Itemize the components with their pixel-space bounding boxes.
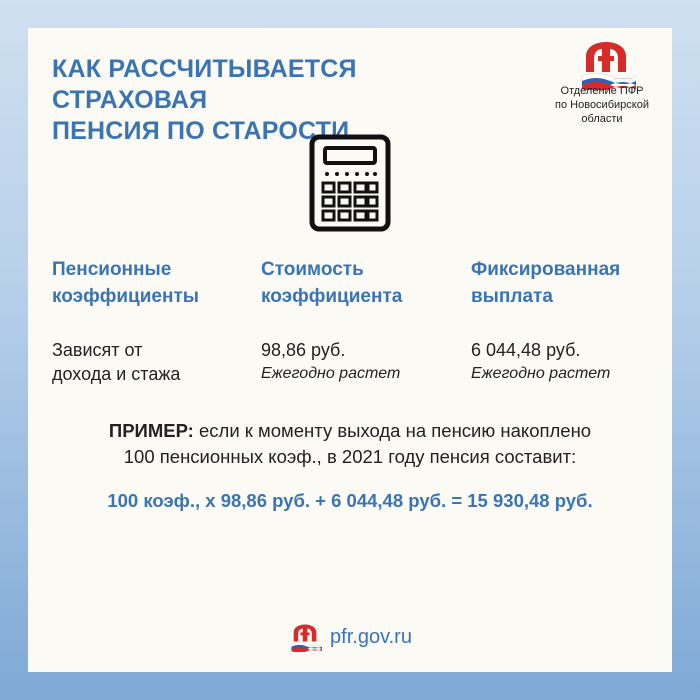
column-value bbox=[52, 338, 252, 386]
heading-line: коэффициенты bbox=[52, 286, 199, 307]
column-value bbox=[471, 338, 671, 386]
column-heading bbox=[52, 256, 252, 310]
heading-line: Стоимость bbox=[261, 259, 364, 280]
site-link[interactable]: pfr.gov.ru bbox=[330, 625, 412, 648]
value-line: 98,86 руб. bbox=[261, 340, 346, 360]
column-heading bbox=[261, 256, 461, 310]
calculator-icon bbox=[308, 134, 392, 232]
column-heading bbox=[471, 256, 671, 310]
department-line: Отделение ПФР bbox=[560, 85, 644, 97]
column-coefficient-cost bbox=[261, 256, 461, 382]
footer bbox=[28, 622, 672, 652]
column-value bbox=[261, 338, 461, 386]
title-line: ПЕНСИЯ ПО СТАРОСТИ bbox=[52, 117, 350, 145]
heading-line: Пенсионные bbox=[52, 259, 172, 280]
department-line: по Новосибирской bbox=[555, 99, 649, 111]
example-label: ПРИМЕР: bbox=[108, 420, 194, 441]
title-line: КАК РАССЧИТЫВАЕТСЯ СТРАХОВАЯ bbox=[52, 55, 357, 114]
column-fixed-payment bbox=[471, 256, 671, 382]
page-title bbox=[52, 54, 512, 147]
heading-line: коэффициента bbox=[261, 286, 403, 307]
example-formula: 100 коэф., х 98,86 руб. + 6 044,48 руб. = 15 930,48 руб. bbox=[107, 490, 593, 511]
pfr-logo-icon bbox=[288, 622, 322, 652]
column-coefficients bbox=[52, 256, 252, 384]
department-name bbox=[542, 84, 662, 126]
department-line: области bbox=[581, 113, 623, 125]
info-card bbox=[28, 28, 672, 672]
example-text bbox=[28, 418, 672, 470]
example-line-1-rest: если к моменту выхода на пенсию накоплено bbox=[193, 420, 592, 441]
value-line: 6 044,48 руб. bbox=[471, 340, 581, 360]
example-line-2: 100 пенсионных коэф., в 2021 году пенсия составит: bbox=[123, 446, 577, 467]
pfr-logo-icon bbox=[576, 38, 636, 90]
heading-line: Фиксированная bbox=[471, 259, 621, 280]
value-note: Ежегодно растет bbox=[261, 365, 401, 382]
value-note: Ежегодно растет bbox=[471, 365, 611, 382]
heading-line: выплата bbox=[471, 286, 553, 307]
value-line: Зависят от bbox=[52, 340, 143, 360]
value-line: дохода и стажа bbox=[52, 364, 181, 384]
example-line-1 bbox=[28, 418, 672, 444]
